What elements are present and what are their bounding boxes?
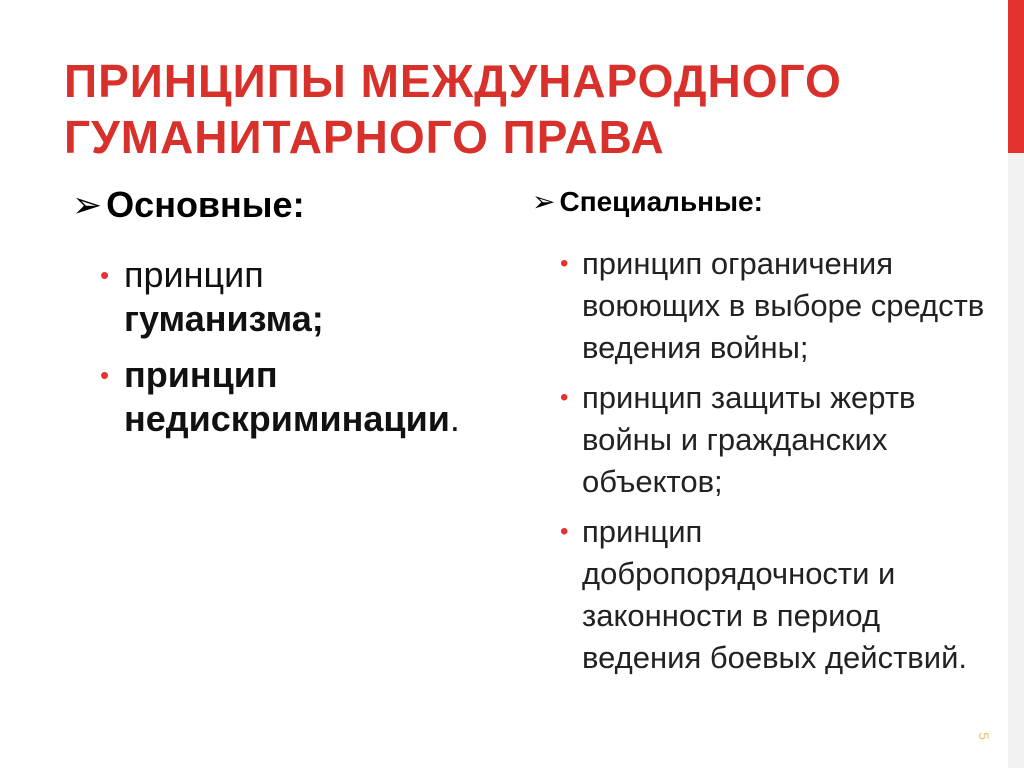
list-item [560,377,992,503]
bullet-dot-icon: • [100,360,110,390]
side-strip [1008,153,1024,768]
page-number: 5 [975,732,992,740]
title-line-2: ГУМАНИТАРНОГО ПРАВА [64,111,665,163]
item-trail: . [449,398,460,439]
list-item [560,243,992,369]
special-principles-heading [532,183,992,221]
basic-principles-heading [72,183,512,227]
title-line-1: ПРИНЦИПЫ МЕЖДУНАРОДНОГО [64,55,842,107]
item-text: принцип [124,254,264,295]
bullet-dot-icon: • [560,250,569,277]
heading-label: Специальные: [559,186,763,217]
bullet-dot-icon: • [100,260,110,290]
basic-principles-column [72,183,512,453]
list-item [100,353,512,441]
arrow-bullet-icon: ➢ [72,184,103,225]
arrow-bullet-icon: ➢ [532,186,556,217]
special-principles-list [532,243,992,679]
item-text: принцип защиты жертв войны и гражданских объектов; [582,380,916,499]
bullet-dot-icon: • [560,518,569,545]
heading-label: Основные: [106,184,305,225]
slide-title [64,53,964,165]
bullet-dot-icon: • [560,384,569,411]
accent-bar [1008,0,1024,153]
item-text: принцип добропорядочности и законности в период ведения боевых действий. [582,514,968,675]
item-text: принцип ограничения воюющих в выборе средств ведения войны; [582,246,985,365]
list-item [560,511,992,679]
basic-principles-list [72,253,512,441]
special-principles-column [532,183,992,687]
list-item [100,253,512,341]
item-text-bold: гуманизма; [124,298,324,339]
item-text-bold: принцип недискриминации [124,354,450,439]
